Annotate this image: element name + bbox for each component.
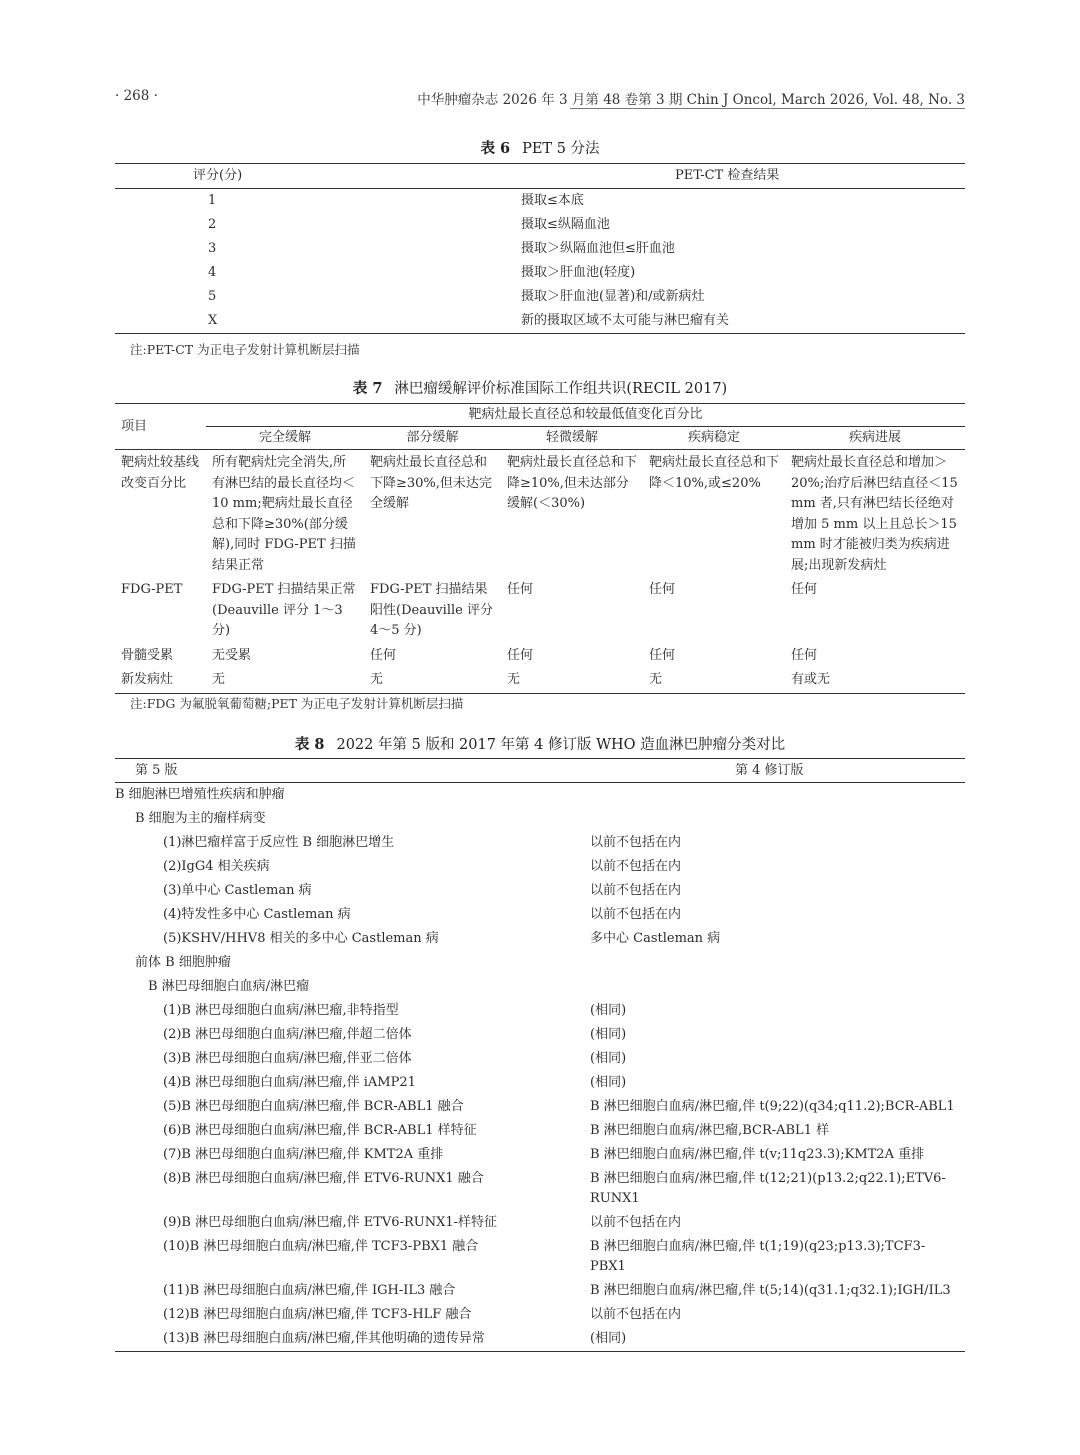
table-row (115, 1143, 965, 1167)
table8-4th-revised-cell: (相同) (590, 1027, 627, 1042)
table7-item-cell: 靶病灶较基线改变百分比 (121, 455, 200, 491)
table7-number: 表 7 (352, 380, 383, 397)
table8-5th-edition-cell: (8)B 淋巴母细胞白血病/淋巴瘤,伴 ETV6-RUNX1 融合 (163, 1171, 484, 1186)
table6-score-cell: 5 (208, 289, 217, 304)
table-row (115, 1303, 965, 1327)
table7-value-cell: 靶病灶最长直径总和增加＞20%;治疗后淋巴结直径＜15 mm 者,只有淋巴结长径绝对增加 5 mm 以上且总长＞15 mm 时才能被归类为疾病进展;出现新发病灶 (791, 455, 958, 573)
table-row (115, 999, 965, 1023)
table6-header-score: 评分(分) (115, 164, 510, 189)
table6-score-cell: 1 (208, 193, 217, 208)
table8-5th-edition-cell: (12)B 淋巴母细胞白血病/淋巴瘤,伴 TCF3-HLF 融合 (163, 1307, 472, 1322)
table8-5th-edition-cell: (9)B 淋巴母细胞白血病/淋巴瘤,伴 ETV6-RUNX1-样特征 (163, 1215, 497, 1230)
table6-result-cell: 摄取＞纵隔血池但≤肝血池 (521, 241, 675, 256)
table8-5th-edition-cell: (6)B 淋巴母细胞白血病/淋巴瘤,伴 BCR-ABL1 样特征 (163, 1123, 477, 1138)
table8-5th-edition-cell: (7)B 淋巴母细胞白血病/淋巴瘤,伴 KMT2A 重排 (163, 1147, 444, 1162)
table8 (115, 758, 965, 1352)
table8-number: 表 8 (294, 736, 325, 753)
table6 (115, 163, 965, 334)
table7-item-cell: FDG-PET (121, 582, 183, 597)
table8-5th-edition-cell: (1)淋巴瘤样富于反应性 B 细胞淋巴增生 (163, 835, 395, 850)
table8-5th-edition-cell: (11)B 淋巴母细胞白血病/淋巴瘤,伴 IGH-IL3 融合 (163, 1283, 456, 1298)
table7-header-pd: 疾病进展 (785, 427, 965, 450)
table8-4th-revised-cell: 以前不包括在内 (590, 883, 682, 898)
table8-4th-revised-cell (583, 951, 965, 975)
table7-header-cr: 完全缓解 (206, 427, 364, 450)
table8-4th-revised-cell: B 淋巴细胞白血病/淋巴瘤,伴 t(v;11q23.3);KMT2A 重排 (590, 1147, 925, 1162)
table7-title: 淋巴瘤缓解评价标准国际工作组共识(RECIL 2017) (394, 381, 728, 397)
table7-caption (115, 377, 965, 398)
header-rule (570, 108, 965, 109)
table8-4th-revised-cell (583, 783, 965, 808)
table8-4th-revised-cell: 以前不包括在内 (590, 1215, 682, 1230)
table8-4th-revised-cell: (相同) (590, 1051, 627, 1066)
table-row (115, 285, 965, 309)
table-row (115, 213, 965, 237)
table7-value-cell: 任何 (370, 647, 397, 663)
table-row (115, 903, 965, 927)
table-row (115, 879, 965, 903)
table6-title: PET 5 分法 (522, 141, 600, 157)
table7-value-cell: 任何 (649, 647, 676, 663)
table8-4th-revised-cell: (相同) (590, 1331, 627, 1346)
table-row (115, 668, 965, 693)
table8-5th-edition-cell: 前体 B 细胞肿瘤 (135, 955, 231, 970)
journal-citation: 中华肿瘤杂志 2026 年 3 月第 48 卷第 3 期 Chin J Oncol, March 2026, Vol. 48, No. 3 (417, 92, 965, 108)
table8-5th-edition-cell: (4)B 淋巴母细胞白血病/淋巴瘤,伴 iAMP21 (163, 1075, 416, 1090)
table7-value-cell: 靶病灶最长直径总和下降≥10%,但未达部分缓解(＜30%) (507, 455, 638, 511)
table8-5th-edition-cell: B 淋巴母细胞白血病/淋巴瘤 (148, 979, 310, 994)
table7-value-cell: 任何 (649, 582, 676, 597)
table8-5th-edition-cell: B 细胞淋巴增殖性疾病和肿瘤 (115, 787, 285, 802)
table6-result-cell: 摄取＞肝血池(显著)和/或新病灶 (521, 289, 705, 304)
table6-score-cell: 2 (208, 217, 217, 232)
table7-value-cell: 所有靶病灶完全消失,所有淋巴结的最长直径均＜10 mm;靶病灶最长直径总和下降≥30%(部分缓解),同时 FDG-PET 扫描结果正常 (212, 455, 356, 573)
table8-header-4th-revised: 第 4 修订版 (583, 759, 965, 783)
table-row (115, 309, 965, 334)
running-header (115, 88, 965, 108)
table8-body (115, 783, 965, 1352)
table7-header-group: 靶病灶最长直径总和较最低值变化百分比 (206, 404, 965, 427)
table8-4th-revised-cell: 多中心 Castleman 病 (590, 931, 721, 946)
table-row (115, 237, 965, 261)
table8-5th-edition-cell: (4)特发性多中心 Castleman 病 (163, 907, 351, 922)
table-row (115, 1095, 965, 1119)
table-row (115, 951, 965, 975)
table7-value-cell: 任何 (791, 582, 818, 597)
table-row (115, 1235, 965, 1279)
table8-header-5th: 第 5 版 (115, 759, 583, 783)
table7-header-sd: 疾病稳定 (643, 427, 785, 450)
table7-body (115, 450, 965, 694)
table8-5th-edition-cell: (5)B 淋巴母细胞白血病/淋巴瘤,伴 BCR-ABL1 融合 (163, 1099, 464, 1114)
table6-result-cell: 摄取＞肝血池(轻度) (521, 265, 636, 280)
page-number: · 268 · (115, 88, 158, 104)
table-row (115, 783, 965, 808)
table7-value-cell: 无 (507, 672, 521, 687)
table-row (115, 1167, 965, 1211)
table6-header-result: PET-CT 检查结果 (510, 164, 965, 189)
table6-score-cell: 3 (208, 241, 217, 256)
table8-4th-revised-cell: 以前不包括在内 (590, 907, 682, 922)
table6-note: 注:PET-CT 为正电子发射计算机断层扫描 (130, 342, 360, 357)
table8-5th-edition-cell: (1)B 淋巴母细胞白血病/淋巴瘤,非特指型 (163, 1003, 399, 1018)
table7-value-cell: 任何 (507, 647, 534, 663)
table8-4th-revised-cell: (相同) (590, 1003, 627, 1018)
table-row (115, 1279, 965, 1303)
table8-5th-edition-cell: (2)B 淋巴母细胞白血病/淋巴瘤,伴超二倍体 (163, 1027, 412, 1042)
table8-5th-edition-cell: (3)B 淋巴母细胞白血病/淋巴瘤,伴亚二倍体 (163, 1051, 412, 1066)
table-row (115, 1023, 965, 1047)
table8-5th-edition-cell: (10)B 淋巴母细胞白血病/淋巴瘤,伴 TCF3-PBX1 融合 (163, 1239, 479, 1254)
table7-value-cell: 任何 (507, 582, 534, 597)
table7-value-cell: 靶病灶最长直径总和下降＜10%,或≤20% (649, 455, 780, 491)
table-row (115, 261, 965, 285)
table7-value-cell: 无 (649, 672, 663, 687)
table7-value-cell: 无受累 (212, 647, 252, 663)
table8-5th-edition-cell: B 细胞为主的瘤样病变 (135, 811, 266, 826)
table7-value-cell: 无 (212, 672, 226, 687)
table8-4th-revised-cell: B 淋巴细胞白血病/淋巴瘤,伴 t(12;21)(p13.2;q22.1);ETV6-RUNX1 (590, 1171, 946, 1206)
table-row (115, 578, 965, 644)
table-row (115, 855, 965, 879)
table7-value-cell: 无 (370, 672, 384, 687)
table6-caption (115, 137, 965, 158)
table-row (115, 975, 965, 999)
table7-item-cell: 新发病灶 (121, 672, 174, 687)
table-row (115, 644, 965, 669)
table7-value-cell: 靶病灶最长直径总和下降≥30%,但未达完全缓解 (370, 455, 492, 511)
table8-4th-revised-cell (583, 975, 965, 999)
table8-title: 2022 年第 5 版和 2017 年第 4 修订版 WHO 造血淋巴肿瘤分类对比 (336, 737, 786, 753)
table7-value-cell: 任何 (791, 647, 818, 663)
table8-4th-revised-cell: 以前不包括在内 (590, 859, 682, 874)
table7-header-mr: 轻微缓解 (501, 427, 643, 450)
table8-4th-revised-cell: 以前不包括在内 (590, 835, 682, 850)
table-row (115, 1211, 965, 1235)
table6-score-cell: X (208, 313, 218, 328)
table8-5th-edition-cell: (3)单中心 Castleman 病 (163, 883, 312, 898)
table7-header-item: 项目 (115, 404, 206, 450)
table-row (115, 927, 965, 951)
table8-5th-edition-cell: (13)B 淋巴母细胞白血病/淋巴瘤,伴其他明确的遗传异常 (163, 1331, 485, 1346)
table7-value-cell: 有或无 (791, 672, 831, 687)
table7-item-cell: 骨髓受累 (121, 647, 174, 663)
table8-4th-revised-cell: (相同) (590, 1075, 627, 1090)
table-row (115, 807, 965, 831)
table7-value-cell: FDG-PET 扫描结果阳性(Deauville 评分 4～5 分) (370, 582, 493, 638)
table6-result-cell: 摄取≤本底 (521, 193, 584, 208)
table-row (115, 450, 965, 579)
table8-caption (115, 733, 965, 754)
table6-result-cell: 新的摄取区域不太可能与淋巴瘤有关 (521, 313, 730, 328)
table8-4th-revised-cell: B 淋巴细胞白血病/淋巴瘤,伴 t(5;14)(q31.1;q32.1);IGH/IL3 (590, 1283, 951, 1298)
table8-5th-edition-cell: (5)KSHV/HHV8 相关的多中心 Castleman 病 (163, 931, 439, 946)
table8-4th-revised-cell (583, 807, 965, 831)
table6-body (115, 189, 965, 334)
table7 (115, 403, 965, 694)
table6-score-cell: 4 (208, 265, 217, 280)
table8-4th-revised-cell: B 淋巴细胞白血病/淋巴瘤,伴 t(1;19)(q23;p13.3);TCF3-PBX1 (590, 1239, 926, 1274)
table7-value-cell: FDG-PET 扫描结果正常(Deauville 评分 1～3 分) (212, 582, 356, 638)
table8-5th-edition-cell: (2)IgG4 相关疾病 (163, 859, 270, 874)
table7-note: 注:FDG 为氟脱氧葡萄糖;PET 为正电子发射计算机断层扫描 (130, 696, 464, 711)
table8-4th-revised-cell: 以前不包括在内 (590, 1307, 682, 1322)
table-row (115, 1327, 965, 1352)
table-row (115, 1047, 965, 1071)
table-row (115, 189, 965, 214)
table-row (115, 1119, 965, 1143)
table8-4th-revised-cell: B 淋巴细胞白血病/淋巴瘤,伴 t(9;22)(q34;q11.2);BCR-ABL1 (590, 1099, 955, 1114)
table6-result-cell: 摄取≤纵隔血池 (521, 217, 610, 232)
table-row (115, 1071, 965, 1095)
table-row (115, 831, 965, 855)
table7-header-pr: 部分缓解 (364, 427, 501, 450)
table8-4th-revised-cell: B 淋巴细胞白血病/淋巴瘤,BCR-ABL1 样 (590, 1123, 830, 1138)
table6-number: 表 6 (480, 140, 511, 157)
